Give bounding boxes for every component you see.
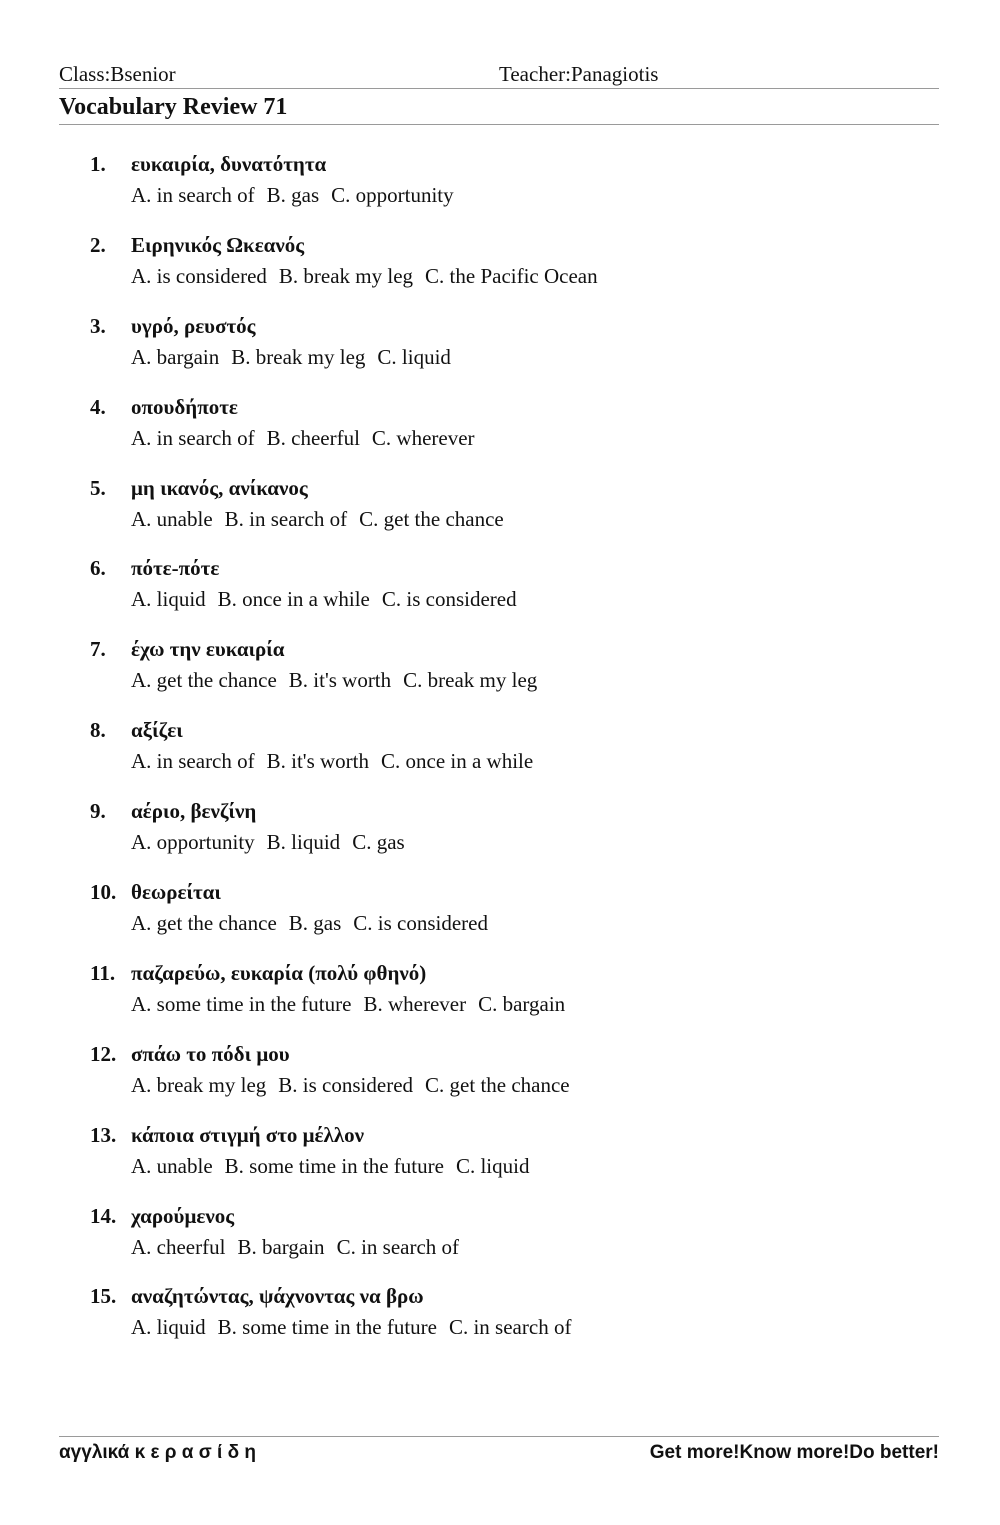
answer-option[interactable]: B. some time in the future <box>217 1315 437 1340</box>
worksheet-header <box>59 62 939 88</box>
answer-option[interactable]: A. opportunity <box>131 830 255 855</box>
answer-options <box>131 911 500 936</box>
answer-options <box>131 1073 582 1098</box>
question-number: 5. <box>90 475 106 500</box>
answer-options <box>131 1315 583 1340</box>
answer-option[interactable]: A. get the chance <box>131 668 277 693</box>
question-number: 2. <box>90 232 106 257</box>
answer-option[interactable]: A. liquid <box>131 1315 206 1340</box>
question-term: οπουδήποτε <box>131 394 238 419</box>
answer-option[interactable]: C. liquid <box>455 1153 530 1178</box>
teacher-label: Teacher:Panagiotis <box>499 62 659 86</box>
answer-option[interactable]: A. break my leg <box>131 1072 267 1097</box>
question-number: 12. <box>90 1041 117 1066</box>
question-number: 10. <box>90 880 117 905</box>
question-term: μη ικανός, ανίκανος <box>131 475 308 500</box>
answer-option[interactable]: C. is considered <box>381 587 517 612</box>
question-item <box>0 793 1000 874</box>
class-label: Class:Bsenior <box>59 62 176 86</box>
question-term: παζαρεύω, ευκαρία (πολύ φθηνό) <box>131 960 427 985</box>
question-list <box>0 146 1000 1359</box>
answer-option[interactable]: B. break my leg <box>278 263 414 288</box>
question-term: πότε-πότε <box>131 556 220 581</box>
question-number: 7. <box>90 637 106 662</box>
answer-option[interactable]: C. bargain <box>478 991 566 1016</box>
answer-option[interactable]: C. the Pacific Ocean <box>425 263 598 288</box>
answer-option[interactable]: B. is considered <box>278 1072 414 1097</box>
answer-options <box>131 668 549 693</box>
answer-option[interactable]: B. gas <box>288 911 342 936</box>
answer-options <box>131 345 463 370</box>
question-item <box>0 1117 1000 1198</box>
answer-options <box>131 1235 471 1260</box>
answer-option[interactable]: B. cheerful <box>266 425 360 450</box>
worksheet-title: Vocabulary Review 71 <box>59 94 288 120</box>
question-item <box>0 1036 1000 1117</box>
answer-option[interactable]: C. liquid <box>377 344 451 369</box>
answer-options <box>131 1154 541 1179</box>
answer-options <box>131 830 417 855</box>
question-item <box>0 470 1000 551</box>
question-term: θεωρείται <box>131 880 221 905</box>
footer-brand: αγγλικά κ ε ρ α σ ί δ η <box>59 1442 256 1463</box>
question-number: 15. <box>90 1284 117 1309</box>
answer-option[interactable]: A. in search of <box>131 749 255 774</box>
question-term: αξίζει <box>131 718 183 743</box>
answer-options <box>131 507 516 532</box>
question-item <box>0 389 1000 470</box>
question-number: 14. <box>90 1203 117 1228</box>
answer-option[interactable]: B. some time in the future <box>224 1153 444 1178</box>
question-term: αέριο, βενζίνη <box>131 799 257 824</box>
answer-option[interactable]: B. wherever <box>363 991 467 1016</box>
question-number: 1. <box>90 152 106 176</box>
answer-options <box>131 749 545 774</box>
question-term: Ειρηνικός Ωκεανός <box>131 232 305 257</box>
question-term: ευκαιρία, δυνατότητα <box>131 152 327 176</box>
answer-option[interactable]: B. liquid <box>266 830 341 855</box>
question-term: έχω την ευκαιρία <box>131 637 285 662</box>
answer-option[interactable]: C. once in a while <box>381 749 534 774</box>
question-item <box>0 712 1000 793</box>
answer-option[interactable]: B. in search of <box>224 506 348 531</box>
title-divider <box>59 124 939 125</box>
question-item <box>0 308 1000 389</box>
question-number: 4. <box>90 394 106 419</box>
answer-option[interactable]: B. gas <box>266 183 320 207</box>
question-item <box>0 227 1000 308</box>
answer-options <box>131 587 529 612</box>
answer-option[interactable]: C. break my leg <box>403 668 538 693</box>
answer-option[interactable]: C. gas <box>352 830 405 855</box>
answer-option[interactable]: A. some time in the future <box>131 991 352 1016</box>
answer-option[interactable]: C. wherever <box>371 425 475 450</box>
answer-option[interactable]: A. unable <box>131 506 213 531</box>
answer-options <box>131 426 487 451</box>
answer-option[interactable]: B. once in a while <box>217 587 370 612</box>
question-number: 9. <box>90 799 106 824</box>
question-item <box>0 550 1000 631</box>
answer-option[interactable]: C. is considered <box>353 911 488 936</box>
question-number: 3. <box>90 313 106 338</box>
answer-option[interactable]: C. get the chance <box>425 1072 570 1097</box>
answer-option[interactable]: A. liquid <box>131 587 206 612</box>
question-term: αναζητώντας, ψάχνοντας να βρω <box>131 1284 424 1309</box>
question-number: 13. <box>90 1122 117 1147</box>
answer-options <box>131 183 466 208</box>
question-number: 8. <box>90 718 106 743</box>
answer-option[interactable]: B. it's worth <box>266 749 369 774</box>
question-item <box>0 1198 1000 1279</box>
question-item <box>0 955 1000 1036</box>
question-item <box>0 1278 1000 1359</box>
worksheet-footer <box>59 1442 939 1468</box>
answer-options <box>131 264 610 289</box>
question-number: 11. <box>90 960 116 985</box>
answer-option[interactable]: B. it's worth <box>288 668 392 693</box>
answer-options <box>131 992 577 1017</box>
question-term: σπάω το πόδι μου <box>131 1041 290 1066</box>
answer-option[interactable]: A. in search of <box>131 425 255 450</box>
answer-option[interactable]: A. bargain <box>131 344 220 369</box>
answer-option[interactable]: A. cheerful <box>131 1234 226 1259</box>
question-term: κάποια στιγμή στο μέλλον <box>131 1122 365 1147</box>
answer-option[interactable]: C. in search of <box>336 1234 460 1259</box>
answer-option[interactable]: B. break my leg <box>231 344 366 369</box>
answer-option[interactable]: B. bargain <box>237 1234 325 1259</box>
question-term: υγρό, ρευστός <box>131 313 256 338</box>
answer-option[interactable]: A. is considered <box>131 263 267 288</box>
footer-slogan: Get more!Know more!Do better! <box>649 1442 939 1463</box>
footer-divider <box>59 1436 939 1437</box>
answer-option[interactable]: A. get the chance <box>131 911 277 936</box>
answer-option[interactable]: A. unable <box>131 1153 213 1178</box>
question-number: 6. <box>90 556 106 581</box>
question-item <box>0 631 1000 712</box>
question-item <box>0 146 1000 227</box>
answer-option[interactable]: C. get the chance <box>359 506 504 531</box>
answer-option[interactable]: C. in search of <box>448 1315 572 1340</box>
answer-option[interactable]: A. in search of <box>131 183 255 207</box>
answer-option[interactable]: C. opportunity <box>331 183 454 207</box>
header-divider <box>59 88 939 89</box>
question-term: χαρούμενος <box>131 1203 235 1228</box>
question-item <box>0 874 1000 955</box>
